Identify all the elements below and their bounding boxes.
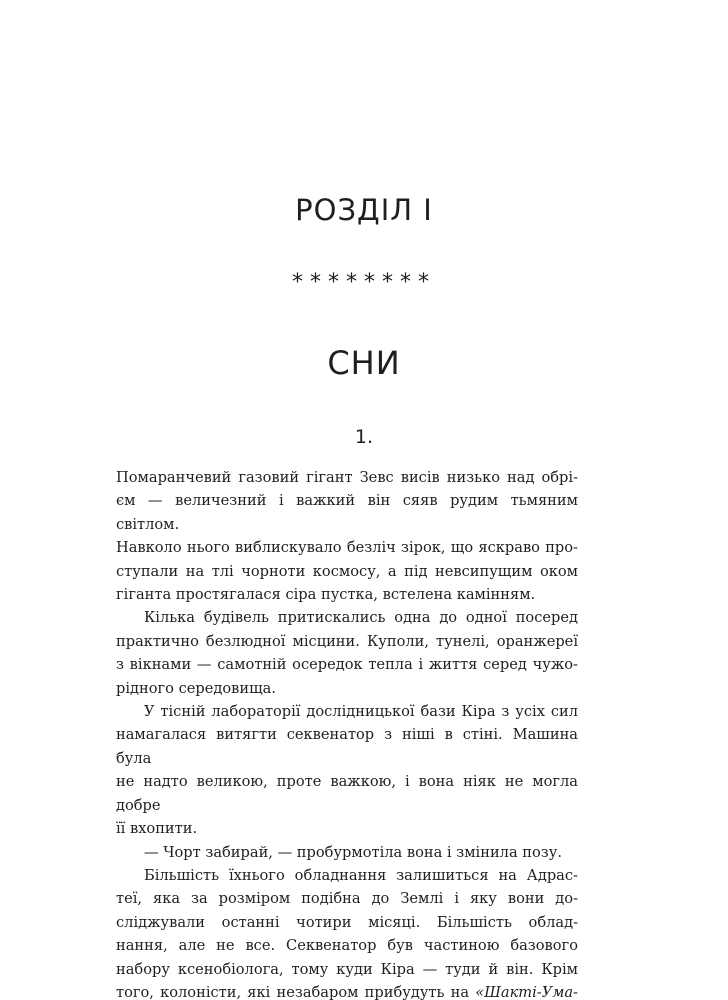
paragraph-3 [116, 700, 578, 840]
part-title: РОЗДІЛ І [295, 193, 433, 227]
chapter-title: СНИ [327, 344, 401, 382]
ship-name-italic: «Шакті-Ума- [475, 983, 578, 1000]
text-line: Помаранчевий газовий гігант Зевс висів низько над обрі- [116, 469, 578, 486]
text-segment: того, колоністи, які незабаром прибудуть на [116, 983, 476, 1000]
paragraph-5 [116, 864, 578, 1000]
text-line: ступали на тлі чорноти космосу, а під невсипущим оком [116, 562, 578, 580]
text-line: Навколо нього виблискувало безліч зірок, що яскраво про- [116, 539, 578, 557]
paragraph-1 [116, 466, 578, 606]
text-line: її вхопити. [116, 820, 198, 838]
text-line: — Чорт забирай, — пробурмотіла вона і змінила позу. [144, 843, 562, 861]
text-line: гіганта простягалася сіра пустка, встелена камінням. [116, 586, 536, 604]
body-text [116, 466, 578, 1000]
text-line-last [116, 981, 578, 1000]
paragraph-2 [116, 606, 578, 700]
text-line: Кілька будівель притискались одна до одної посеред [144, 609, 578, 627]
paragraph-4 [116, 841, 578, 864]
text-line: нання, але не все. Секвенатор був частиною базового [116, 937, 578, 955]
text-line: У тісній лабораторії дослідницької бази Кіра з усіх сил [144, 703, 578, 721]
text-line: намагалася витягти секвенатор з ніші в стіні. Машина була [116, 726, 578, 767]
text-line: набору ксенобіолога, тому куди Кіра — туди й він. Крім [116, 960, 578, 978]
text-line: рідного середовища. [116, 679, 276, 697]
text-line: сліджували останні чотири місяці. Більшість облад- [116, 913, 578, 931]
text-line: практично безлюдної місцини. Куполи, тунелі, оранжереї [116, 632, 578, 650]
text-line: теї, яка за розміром подібна до Землі і яку вони до- [116, 890, 578, 908]
separator-stars: ******** [292, 270, 436, 295]
section-number: 1. [354, 426, 374, 448]
text-line: Більшість їхнього обладнання залишиться на Адрас- [144, 866, 578, 884]
text-line: не надто великою, проте важкою, і вона ніяк не могла добре [116, 773, 578, 814]
text-line: з вікнами — самотній осередок тепла і життя серед чужо- [116, 656, 578, 674]
text-line: єм — величезний і важкий він сяяв рудим тьмяним світлом. [116, 492, 578, 533]
